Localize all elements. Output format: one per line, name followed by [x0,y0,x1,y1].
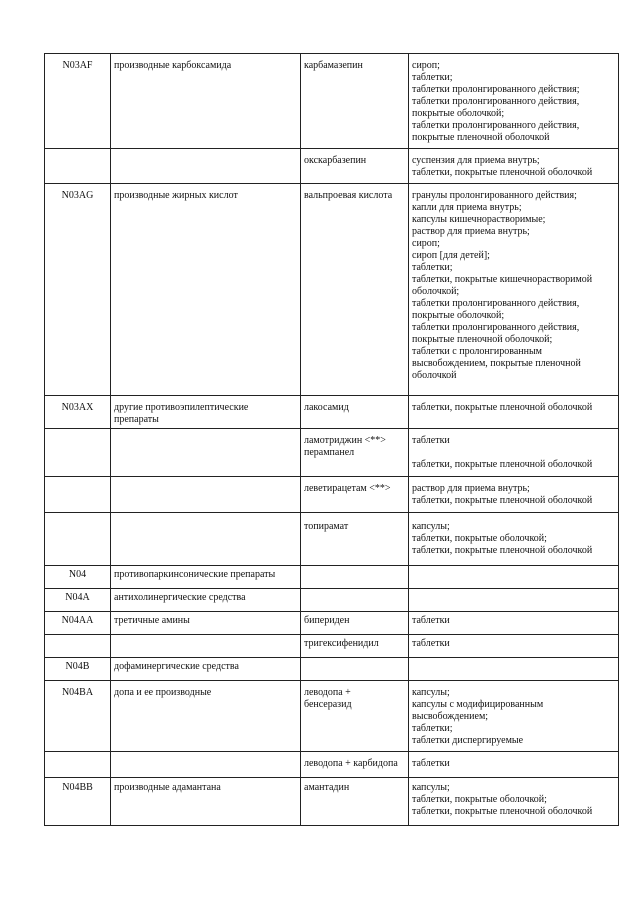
dosage-forms-cell [409,149,619,184]
drug-name-line: перампанел [304,447,355,458]
table-row [45,184,619,396]
drug-name-cell [301,612,409,635]
dosage-form-line: сироп [для детей]; [412,250,490,261]
dosage-forms-cell [409,429,619,477]
group-cell [111,477,301,513]
atc-code-cell [45,635,111,658]
drug-name-line: леветирацетам <**> [304,483,391,494]
dosage-form-line: капли для приема внутрь; [412,202,522,213]
dosage-form-line: таблетки [412,758,450,769]
drug-name-cell [301,589,409,612]
dosage-form-line: таблетки, покрытые пленочной оболочкой [412,495,593,506]
drug-name-cell [301,752,409,778]
drug-name-cell [301,566,409,589]
drug-name-line: бипериден [304,615,350,626]
dosage-form-line: таблетки [412,615,450,626]
group-cell [111,635,301,658]
atc-code: N04AA [61,615,94,626]
group-cell [111,566,301,589]
atc-code: N04BB [62,782,93,793]
dosage-forms-cell [409,635,619,658]
drug-table-body [45,54,619,826]
dosage-forms-cell [409,54,619,149]
dosage-form-line: гранулы пролонгированного действия; [412,190,577,201]
drug-name-line: топирамат [304,521,349,532]
drug-name-cell [301,681,409,752]
dosage-forms-cell [409,589,619,612]
atc-code: N04 [68,569,87,580]
atc-code-cell [45,477,111,513]
atc-code: N04A [65,592,90,603]
dosage-form-line: таблетки, покрытые оболочкой; [412,533,547,544]
drug-name-line: окскарбазепин [304,155,367,166]
dosage-form-line: таблетки с пролонгированным [412,346,543,357]
dosage-form-line: капсулы; [412,687,450,698]
drug-name-line: тригексифенидил [304,638,379,649]
dosage-form-line: таблетки; [412,262,453,273]
atc-code: N03AX [61,402,94,413]
group-cell [111,658,301,681]
dosage-form-line: капсулы с модифицированным [412,699,544,710]
dosage-form-line: таблетки, покрытые пленочной оболочкой [412,402,593,413]
atc-code: N04BA [61,687,94,698]
dosage-form-line: покрытые пленочной оболочкой; [412,334,553,345]
drug-name-cell [301,658,409,681]
table-row [45,566,619,589]
atc-code-cell [45,658,111,681]
dosage-forms-cell [409,658,619,681]
atc-code: N03AF [62,60,93,71]
dosage-forms-cell [409,184,619,396]
drug-name-line: леводопа + [304,687,351,698]
atc-code-cell [45,612,111,635]
atc-code-cell [45,513,111,566]
table-row [45,589,619,612]
dosage-form-line: таблетки, покрытые пленочной оболочкой [412,459,593,470]
dosage-forms-cell [409,778,619,826]
drug-name-cell [301,184,409,396]
table-row [45,752,619,778]
dosage-form-line: таблетки диспергируемые [412,735,524,746]
dosage-form-line: сироп; [412,238,440,249]
dosage-form-line: капсулы; [412,521,450,532]
drug-name-line: лакосамид [304,402,349,413]
atc-code-cell [45,778,111,826]
group-cell [111,681,301,752]
group-name-line: противопаркинсонические препараты [114,569,276,580]
drug-name-line: леводопа + карбидопа [304,758,398,769]
dosage-form-line: высвобождением; [412,711,489,722]
dosage-form-line: таблетки; [412,72,453,83]
dosage-forms-cell [409,752,619,778]
dosage-form-line: таблетки пролонгированного действия, [412,298,580,309]
group-name-line: препараты [114,414,159,425]
drug-name-line: карбамазепин [304,60,363,71]
table-row [45,658,619,681]
group-name-line: другие противоэпилептические [114,402,249,413]
dosage-form-line: раствор для приема внутрь; [412,226,530,237]
dosage-form-line: суспензия для приема внутрь; [412,155,540,166]
drug-name-cell [301,477,409,513]
dosage-forms-cell [409,681,619,752]
dosage-forms-cell [409,477,619,513]
group-name-line: третичные амины [114,615,190,626]
dosage-form-line: сироп; [412,60,440,71]
group-cell [111,612,301,635]
table-row [45,513,619,566]
dosage-form-line [412,447,615,459]
drug-name-cell [301,396,409,429]
dosage-form-line: капсулы; [412,782,450,793]
atc-code-cell [45,184,111,396]
atc-code-cell [45,566,111,589]
dosage-form-line: оболочкой [412,370,457,381]
dosage-forms-cell [409,513,619,566]
group-cell [111,589,301,612]
group-name-line: производные карбоксамида [114,60,232,71]
group-name-line: производные жирных кислот [114,190,238,201]
drug-table [44,53,619,826]
dosage-form-line: таблетки пролонгированного действия; [412,84,580,95]
dosage-forms-cell [409,612,619,635]
dosage-form-line: таблетки пролонгированного действия, [412,120,580,131]
dosage-form-line: таблетки, покрытые пленочной оболочкой [412,167,593,178]
drug-name-line: ламотриджин <**> [304,435,386,446]
group-name-line: антихолинергические средства [114,592,246,603]
dosage-form-line: оболочкой; [412,286,460,297]
table-row [45,429,619,477]
table-row [45,396,619,429]
dosage-form-line: таблетки пролонгированного действия, [412,322,580,333]
atc-code-cell [45,396,111,429]
dosage-form-line: таблетки, покрытые пленочной оболочкой [412,545,593,556]
dosage-form-line: таблетки, покрытые оболочкой; [412,794,547,805]
group-cell [111,54,301,149]
group-cell [111,396,301,429]
drug-name-cell [301,429,409,477]
table-row [45,54,619,149]
atc-code: N04B [65,661,90,672]
group-cell [111,429,301,477]
drug-name-cell [301,513,409,566]
table-row [45,635,619,658]
dosage-form-line: капсулы кишечнорастворимые; [412,214,546,225]
atc-code: N03AG [61,190,94,201]
drug-name-line: амантадин [304,782,350,793]
table-row [45,681,619,752]
dosage-form-line: таблетки, покрытые пленочной оболочкой [412,806,593,817]
dosage-forms-cell [409,566,619,589]
dosage-forms-cell [409,396,619,429]
table-row [45,778,619,826]
drug-name-line: бенсеразид [304,699,352,710]
group-cell [111,513,301,566]
dosage-form-line: таблетки, покрытые кишечнорастворимой [412,274,593,285]
dosage-form-line: высвобождением, покрытые пленочной [412,358,581,369]
dosage-form-line: таблетки; [412,723,453,734]
group-cell [111,752,301,778]
dosage-form-line: таблетки [412,435,450,446]
group-name-line: дофаминергические средства [114,661,239,672]
group-name-line: производные адамантана [114,782,221,793]
drug-name-cell [301,635,409,658]
group-cell [111,149,301,184]
table-row [45,612,619,635]
drug-name-cell [301,54,409,149]
drug-name-line: вальпроевая кислота [304,190,393,201]
dosage-form-line: таблетки пролонгированного действия, [412,96,580,107]
atc-code-cell [45,54,111,149]
drug-name-cell [301,778,409,826]
table-row [45,477,619,513]
dosage-form-line: покрытые оболочкой; [412,310,505,321]
drug-name-cell [301,149,409,184]
atc-code-cell [45,429,111,477]
dosage-form-line: раствор для приема внутрь; [412,483,530,494]
atc-code-cell [45,752,111,778]
dosage-form-line: покрытые пленочной оболочкой [412,132,550,143]
atc-code-cell [45,149,111,184]
group-cell [111,184,301,396]
atc-code-cell [45,589,111,612]
dosage-form-line: покрытые оболочкой; [412,108,505,119]
atc-code-cell [45,681,111,752]
dosage-form-line: таблетки [412,638,450,649]
table-row [45,149,619,184]
group-cell [111,778,301,826]
group-name-line: допа и ее производные [114,687,212,698]
